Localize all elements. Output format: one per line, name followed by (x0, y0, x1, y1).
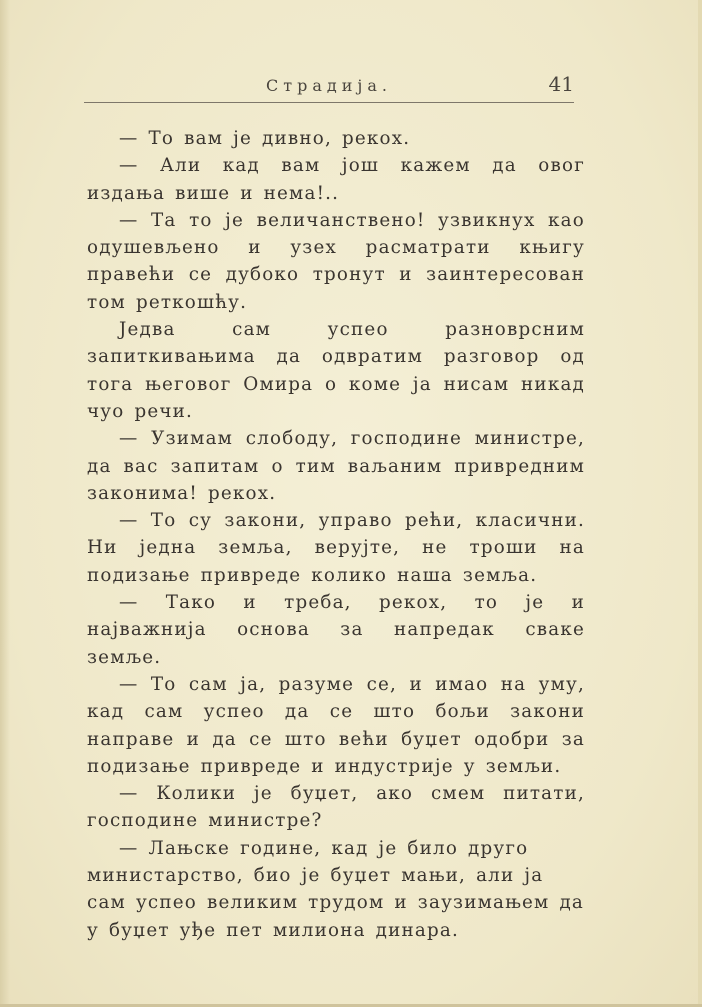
running-title: Страдија. (266, 76, 392, 95)
paragraph: — Тако и треба, рекох, то је и најважнија основа за напредак сваке земље. (87, 592, 585, 668)
page-gutter-shadow (0, 0, 10, 1007)
paragraph: — То сам ја, разуме се, и имао на уму, кад сам успео да се што бољи закони направе и да се што већи буџет одобри за подизање привреде и индустрије у земљи. (87, 673, 585, 777)
paragraph: — Колики је буџет, ако смем питати, господине министре? (87, 783, 585, 832)
paragraph: Једва сам успео разноврсним запиткивањима да одвратим разговор од тога његовог Омира о коме ја нисам никад чуо речи. (87, 319, 585, 422)
paragraph: — Узимам слободу, господине министре, да вас запитам о тим ваљаним привредним законима! рекох. (87, 428, 585, 504)
paragraph: — Али кад вам још кажем да овог издања више и нема!.. (87, 155, 585, 204)
paragraph: — То су закони, управо рећи, класични. Ни једна земља, верујте, не троши на подизање привреде колико наша земља. (87, 510, 585, 586)
body-text (87, 125, 585, 944)
paragraph: — Та то је величанствено! узвикнух као одушевљено и узех расматрати књигу правећи се дубоко тронут и заинтересован том реткошћу. (87, 209, 585, 313)
page-header (84, 70, 574, 102)
page-right-edge (698, 0, 702, 1007)
page-number: 41 (548, 72, 574, 96)
paragraph: — То вам је дивно, рекох. (119, 128, 411, 149)
header-rule (84, 102, 574, 103)
paragraph: — Лањске године, кад је било друго министарство, био је буџет мањи, али ја сам успео великим трудом и заузимањем да у буџет уђе пет милиона динара. (87, 837, 585, 941)
